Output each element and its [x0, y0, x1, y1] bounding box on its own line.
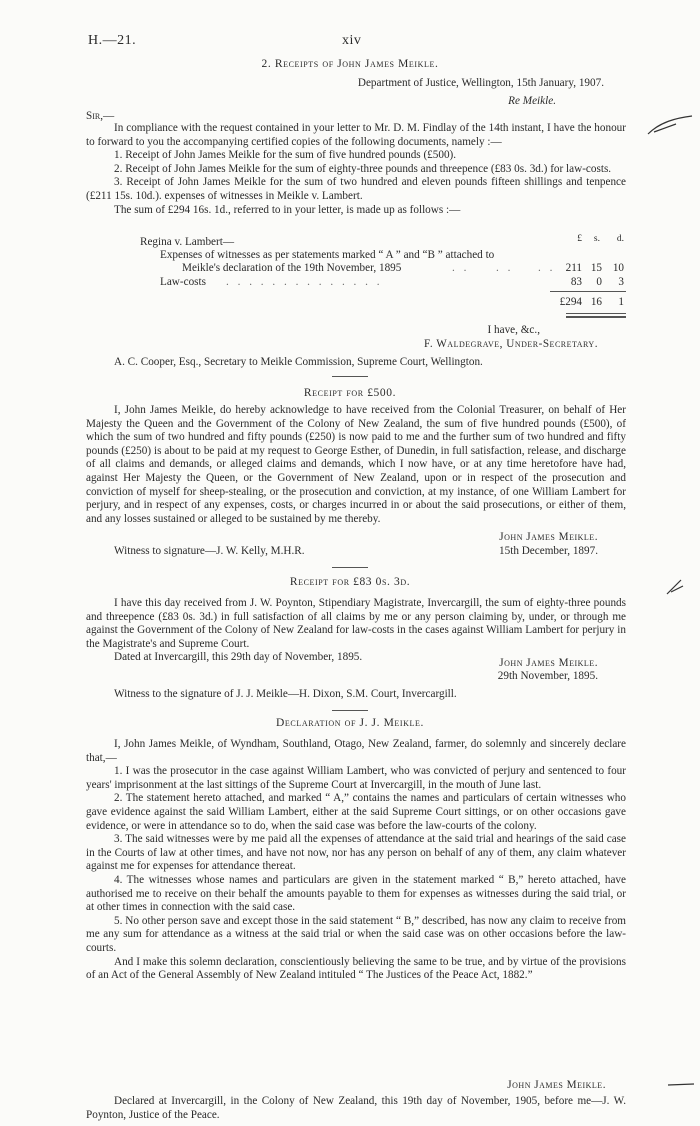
declaration-item: 1. I was the prosecutor in the case against William Lambert, who was convicted of perjury and sentenced to four years' imprisonment at the last sittings of the Supreme Court at Invercargill, in the mouth of June last.	[86, 765, 626, 791]
letter-item: 1. Receipt of John James Meikle for the sum of five hundred pounds (£500).	[114, 149, 457, 162]
letter-item: 3. Receipt of John James Meikle for the sum of two hundred and eleven pounds fifteen shillings and tenpence (£211 15s. 10d.). expenses of witnesses in Meikle v. Lambert.	[86, 176, 626, 202]
receipt-500-witness: Witness to signature—J. W. Kelly, M.H.R.	[114, 545, 305, 557]
declaration-title: Declaration of J. J. Meikle.	[276, 717, 424, 729]
letter-body: In compliance with the request contained in your letter to Mr. D. M. Findlay of the 14th instant, I have the honour to forward to you the accompanying certified copies of the following documents, namely :—	[86, 122, 626, 148]
expenses-pence: 10	[612, 262, 624, 274]
section-divider	[332, 567, 368, 568]
receipt-83-block	[86, 597, 626, 665]
declaration-closing: And I make this solemn declaration, conscientiously believing the same to be true, and by virtue of the provisions of an Act of the General Assembly of New Zealand intituled “ The Justices of the Peace Act, 1882.”	[86, 955, 626, 982]
declaration-declared-block	[86, 1095, 626, 1122]
declaration-item: 4. The witnesses whose names and particulars are given in the statement marked “ B,” hereto attached, have authorised me to receive on their behalf the amounts payable to them for expenses as witnesses during the said trial, or at other times in connection with the said case.	[86, 873, 626, 914]
total-pence: 1	[618, 296, 624, 308]
receipt-500-date: 15th December, 1897.	[499, 545, 598, 557]
account-expenses-line1: Expenses of witnesses as per statements marked “ A ” and “B ” attached to	[160, 249, 495, 261]
page-number: xiv	[342, 33, 362, 48]
declaration-signed: John James Meikle.	[507, 1079, 606, 1091]
leader-dots: . . . . . . . . . . . . . .	[226, 276, 383, 288]
account-table	[0, 0, 700, 330]
law-costs-pounds: 83	[570, 276, 582, 288]
letter-addressee: A. C. Cooper, Esq., Secretary to Meikle Commission, Supreme Court, Wellington.	[114, 356, 483, 368]
page-reference: H.—21.	[88, 33, 137, 48]
declaration-declared: Declared at Invercargill, in the Colony of New Zealand, this 19th day of November, 1905, before me—J. W. Poynton, Justice of the Peace.	[86, 1095, 626, 1121]
col-head-pounds: £	[577, 234, 582, 244]
account-case: Regina v. Lambert—	[140, 236, 235, 248]
letter-dateline: Department of Justice, Wellington, 15th January, 1907.	[357, 77, 604, 89]
law-costs-pence: 3	[618, 276, 624, 288]
letter-salutation: Sir,—	[86, 110, 115, 122]
declaration-intro: I, John James Meikle, of Wyndham, Southland, Otago, New Zealand, farmer, do solemnly and sincerely declare that,—	[86, 738, 626, 764]
letter-re: Re Meikle.	[508, 95, 556, 107]
leader-dots: . .	[452, 262, 470, 274]
section-divider	[332, 376, 368, 377]
receipt-500-signed: John James Meikle.	[499, 531, 598, 543]
declaration-item: 2. The statement hereto attached, and marked “ A,” contains the names and particulars of certain witnesses who gave evidence against the said William Lambert, either at the said Supreme Court sittings, or on other occasions gave evidence, or were in attendance so to do, when the said case was before the law-courts of the colony.	[86, 792, 626, 832]
receipt-500-body: I, John James Meikle, do hereby acknowledge to have received from the Colonial Treasurer, on behalf of Her Majesty the Queen and the Government of the Colony of New Zealand, the sum of five hundred pounds (£500), of which the sum of two hundred and fifty pounds (£250) is now paid to me and the further sum of two hundred and fifty pounds (£250) is about to be paid at my request to George Esther, of Dunedin, in full satisfaction, release, and discharge of all claims and demands, or alleged claims and demands, which I now have, or at any time heretofore have had, against Her Majesty the Queen, or the Government of New Zealand, upon or in respect of the prosecution and conviction of myself for sheep-stealing, or the prosecution and conviction, at my instance, of one William Lambert for perjury, and in respect of any expenses, costs, or charges incurred in or about the said prosecutions, or either of them, and any losses sustained or alleged to be sustained by me thereby.	[86, 404, 626, 525]
leader-dots: . .	[496, 262, 514, 274]
leader-dots: . .	[538, 262, 556, 274]
account-law-costs: Law-costs	[160, 276, 206, 288]
receipt-500-block	[86, 404, 626, 526]
receipt-500-title: Receipt for £500.	[303, 387, 397, 399]
law-costs-shillings: 0	[596, 276, 602, 288]
margin-mark-icon	[664, 576, 686, 598]
total-pounds: £294	[559, 296, 582, 308]
letter-closing: I have, &c.,	[487, 324, 540, 336]
letter-item: 2. Receipt of John James Meikle for the sum of eighty-three pounds and threepence (£83 0s. 3d.) for law-costs.	[114, 162, 612, 175]
account-expenses-line2: Meikle's declaration of the 19th November, 1895	[182, 262, 402, 274]
margin-mark-icon	[646, 112, 694, 142]
total-rule-top	[566, 313, 626, 314]
receipt-83-title: Receipt for £83 0s. 3d.	[289, 576, 411, 588]
section-title: 2. Receipts of John James Meikle.	[261, 58, 439, 70]
letter-signature: F. Waldegrave, Under-Secretary.	[424, 338, 598, 350]
section-divider	[332, 710, 368, 711]
declaration-block	[86, 738, 626, 983]
receipt-83-signed: John James Meikle.	[499, 657, 598, 669]
expenses-shillings: 15	[590, 262, 602, 274]
expenses-pounds: 211	[565, 262, 582, 274]
declaration-item: 5. No other person save and except those in the said statement “ B,” described, has now any claim to receive from me any sum for attendance as a witness at the said trial or when the said case was on other occasions before the law-courts.	[86, 914, 626, 954]
col-head-pence: d.	[616, 234, 624, 244]
total-rule-bottom	[566, 316, 626, 318]
letter-sum-line: The sum of £294 16s. 1d., referred to in your letter, is made up as follows :—	[114, 203, 461, 216]
receipt-83-dated: Dated at Invercargill, this 29th day of November, 1895.	[114, 651, 363, 664]
margin-mark-icon	[666, 1080, 696, 1090]
total-shillings: 16	[590, 296, 602, 308]
sum-rule	[550, 291, 626, 292]
declaration-item: 3. The said witnesses were by me paid all the expenses of attendance at the said trial and hearings of the said case in the Courts of law at other times, and have not now, nor has any person on behalf of any of them, any claim whatever against me for expenses for attendance thereat.	[86, 833, 626, 873]
col-head-shillings: s.	[593, 234, 600, 244]
receipt-83-witness: Witness to the signature of J. J. Meikle—H. Dixon, S.M. Court, Invercargill.	[114, 688, 457, 700]
receipt-83-body: I have this day received from J. W. Poynton, Stipendiary Magistrate, Invercargill, the sum of eighty-three pounds and threepence (£83 0s. 3d.) in full satisfaction of all claims by me or any person claiming by, under, or through me against the Government of the Colony of New Zealand for law-costs in the cases against William Lambert for perjury in the Magistrate's and Supreme Court.	[86, 597, 626, 650]
receipt-83-date: 29th November, 1895.	[497, 670, 598, 682]
